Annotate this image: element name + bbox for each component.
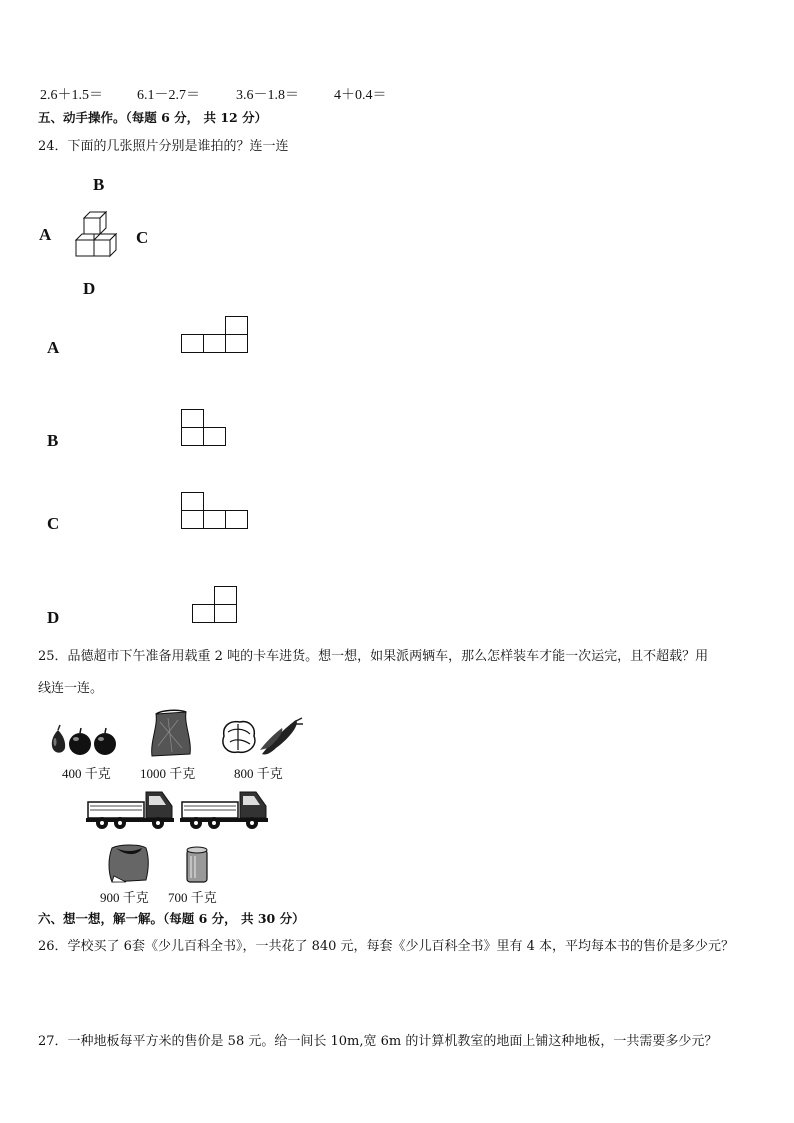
view-label-c: C (47, 514, 60, 533)
question-25-line2: 线连一连。 (38, 681, 104, 696)
fruit-icon (48, 724, 120, 758)
section-5-heading: 五、动手操作。（每题 6 分， 共 12 分） (38, 110, 268, 125)
flour-sack-icon (148, 708, 194, 758)
view-label-d: D (47, 608, 60, 627)
truck-icon-1 (86, 788, 174, 830)
calc-item-3: 3.6－1.8＝ (236, 88, 299, 103)
question-27-text: 27．一种地板每平方米的售价是 58 元。给一间长 10m,宽 6m 的计算机教室的地面上铺这种地板，一共需要多少元？ (38, 1034, 718, 1049)
truck-icon-2 (180, 788, 268, 830)
view-label-b: B (47, 431, 59, 450)
viewpoint-label-bottom: D (83, 279, 96, 298)
question-24-text: 24．下面的几张照片分别是谁拍的？连一连 (38, 139, 289, 154)
rice-bag-icon (106, 842, 152, 884)
question-25-line1: 25．品德超市下午准备用载重 2 吨的卡车进货。想一想，如果派两辆车，那么怎样装车才能一次运完，且不超载？用 (38, 649, 709, 664)
view-c-figure (181, 492, 251, 532)
section-6-heading: 六、想一想，解一解。（每题 6 分， 共 30 分） (38, 911, 305, 926)
goods-weight-sack: 1000 千克 (140, 766, 196, 781)
calc-item-1: 2.6＋1.5＝ (40, 88, 103, 103)
viewpoint-label-top: B (93, 175, 105, 194)
vegetables-icon (220, 716, 304, 756)
jar-icon (185, 846, 209, 884)
calc-item-2: 6.1－2.7＝ (137, 88, 200, 103)
view-a-figure (181, 316, 251, 356)
calc-item-4: 4＋0.4＝ (334, 88, 387, 103)
goods-weight-vegetables: 800 千克 (234, 766, 283, 781)
view-b-figure (181, 409, 229, 449)
viewpoint-label-left: A (39, 225, 52, 244)
view-label-a: A (47, 338, 60, 357)
view-d-figure (192, 586, 240, 626)
viewpoint-label-right: C (136, 228, 149, 247)
goods-weight-jar: 700 千克 (168, 890, 217, 905)
goods-weight-fruit: 400 千克 (62, 766, 111, 781)
goods-weight-rice: 900 千克 (100, 890, 149, 905)
question-26-text: 26．学校买了 6套《少儿百科全书》，一共花了 840 元，每套《少儿百科全书》里有 4 本，平均每本书的售价是多少元？ (38, 939, 735, 954)
cube-stack-figure (70, 210, 122, 264)
